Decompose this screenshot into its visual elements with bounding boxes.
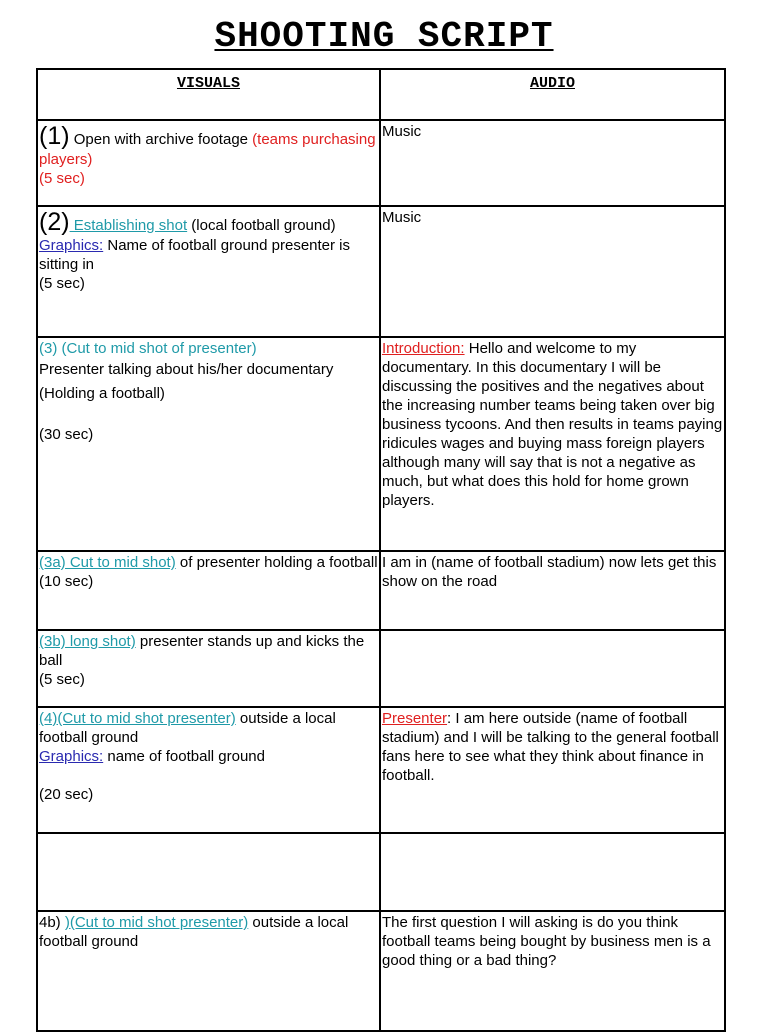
audio-cell: Music xyxy=(380,206,725,337)
audio-cell: Introduction: Hello and welcome to my documentary. In this documentary I will be discussing the positives and the negatives about the increasing number teams being taken over big business tycoons. And then results in teams paying ridicules wages and buying mass foreign players although many will say that is not a negative as much, but what does this hold for home grown players. xyxy=(380,337,725,551)
table-row xyxy=(37,337,725,551)
audio-cell: Presenter: I am here outside (name of football stadium) and I will be talking to the general football fans here to see what they think about finance in football. xyxy=(380,707,725,833)
audio-cell xyxy=(380,630,725,707)
visual-cell: (4)(Cut to mid shot presenter) outside a local football ground Graphics: name of football ground (20 sec) xyxy=(37,707,380,833)
table-header-row xyxy=(37,69,725,120)
visual-cell: (1) Open with archive footage (teams purchasing players) (5 sec) xyxy=(37,120,380,206)
audio-cell: Music xyxy=(380,120,725,206)
audio-header: AUDIO xyxy=(380,69,725,120)
audio-cell xyxy=(380,833,725,911)
visual-cell xyxy=(37,833,380,911)
shooting-script-table xyxy=(36,68,726,1032)
visual-cell: 4b) )(Cut to mid shot presenter) outside a local football ground xyxy=(37,911,380,1031)
visual-cell: (3b) long shot) presenter stands up and kicks the ball (5 sec) xyxy=(37,630,380,707)
visual-cell: (3) (Cut to mid shot of presenter) Presenter talking about his/her documentary (Holding a football) (30 sec) xyxy=(37,337,380,551)
page-title: SHOOTING SCRIPT xyxy=(214,16,554,57)
table-row xyxy=(37,707,725,833)
table-row xyxy=(37,833,725,911)
table-row xyxy=(37,630,725,707)
visual-cell: (3a) Cut to mid shot) of presenter holding a football (10 sec) xyxy=(37,551,380,630)
audio-cell: I am in (name of football stadium) now lets get this show on the road xyxy=(380,551,725,630)
table-row xyxy=(37,120,725,206)
visuals-header: VISUALS xyxy=(37,69,380,120)
table-row xyxy=(37,206,725,337)
table-row xyxy=(37,911,725,1031)
visual-cell: (2) Establishing shot (local football ground) Graphics: Name of football ground presenter is sitting in (5 sec) xyxy=(37,206,380,337)
table-row xyxy=(37,551,725,630)
audio-cell: The first question I will asking is do you think football teams being bought by business men is a good thing or a bad thing? xyxy=(380,911,725,1031)
